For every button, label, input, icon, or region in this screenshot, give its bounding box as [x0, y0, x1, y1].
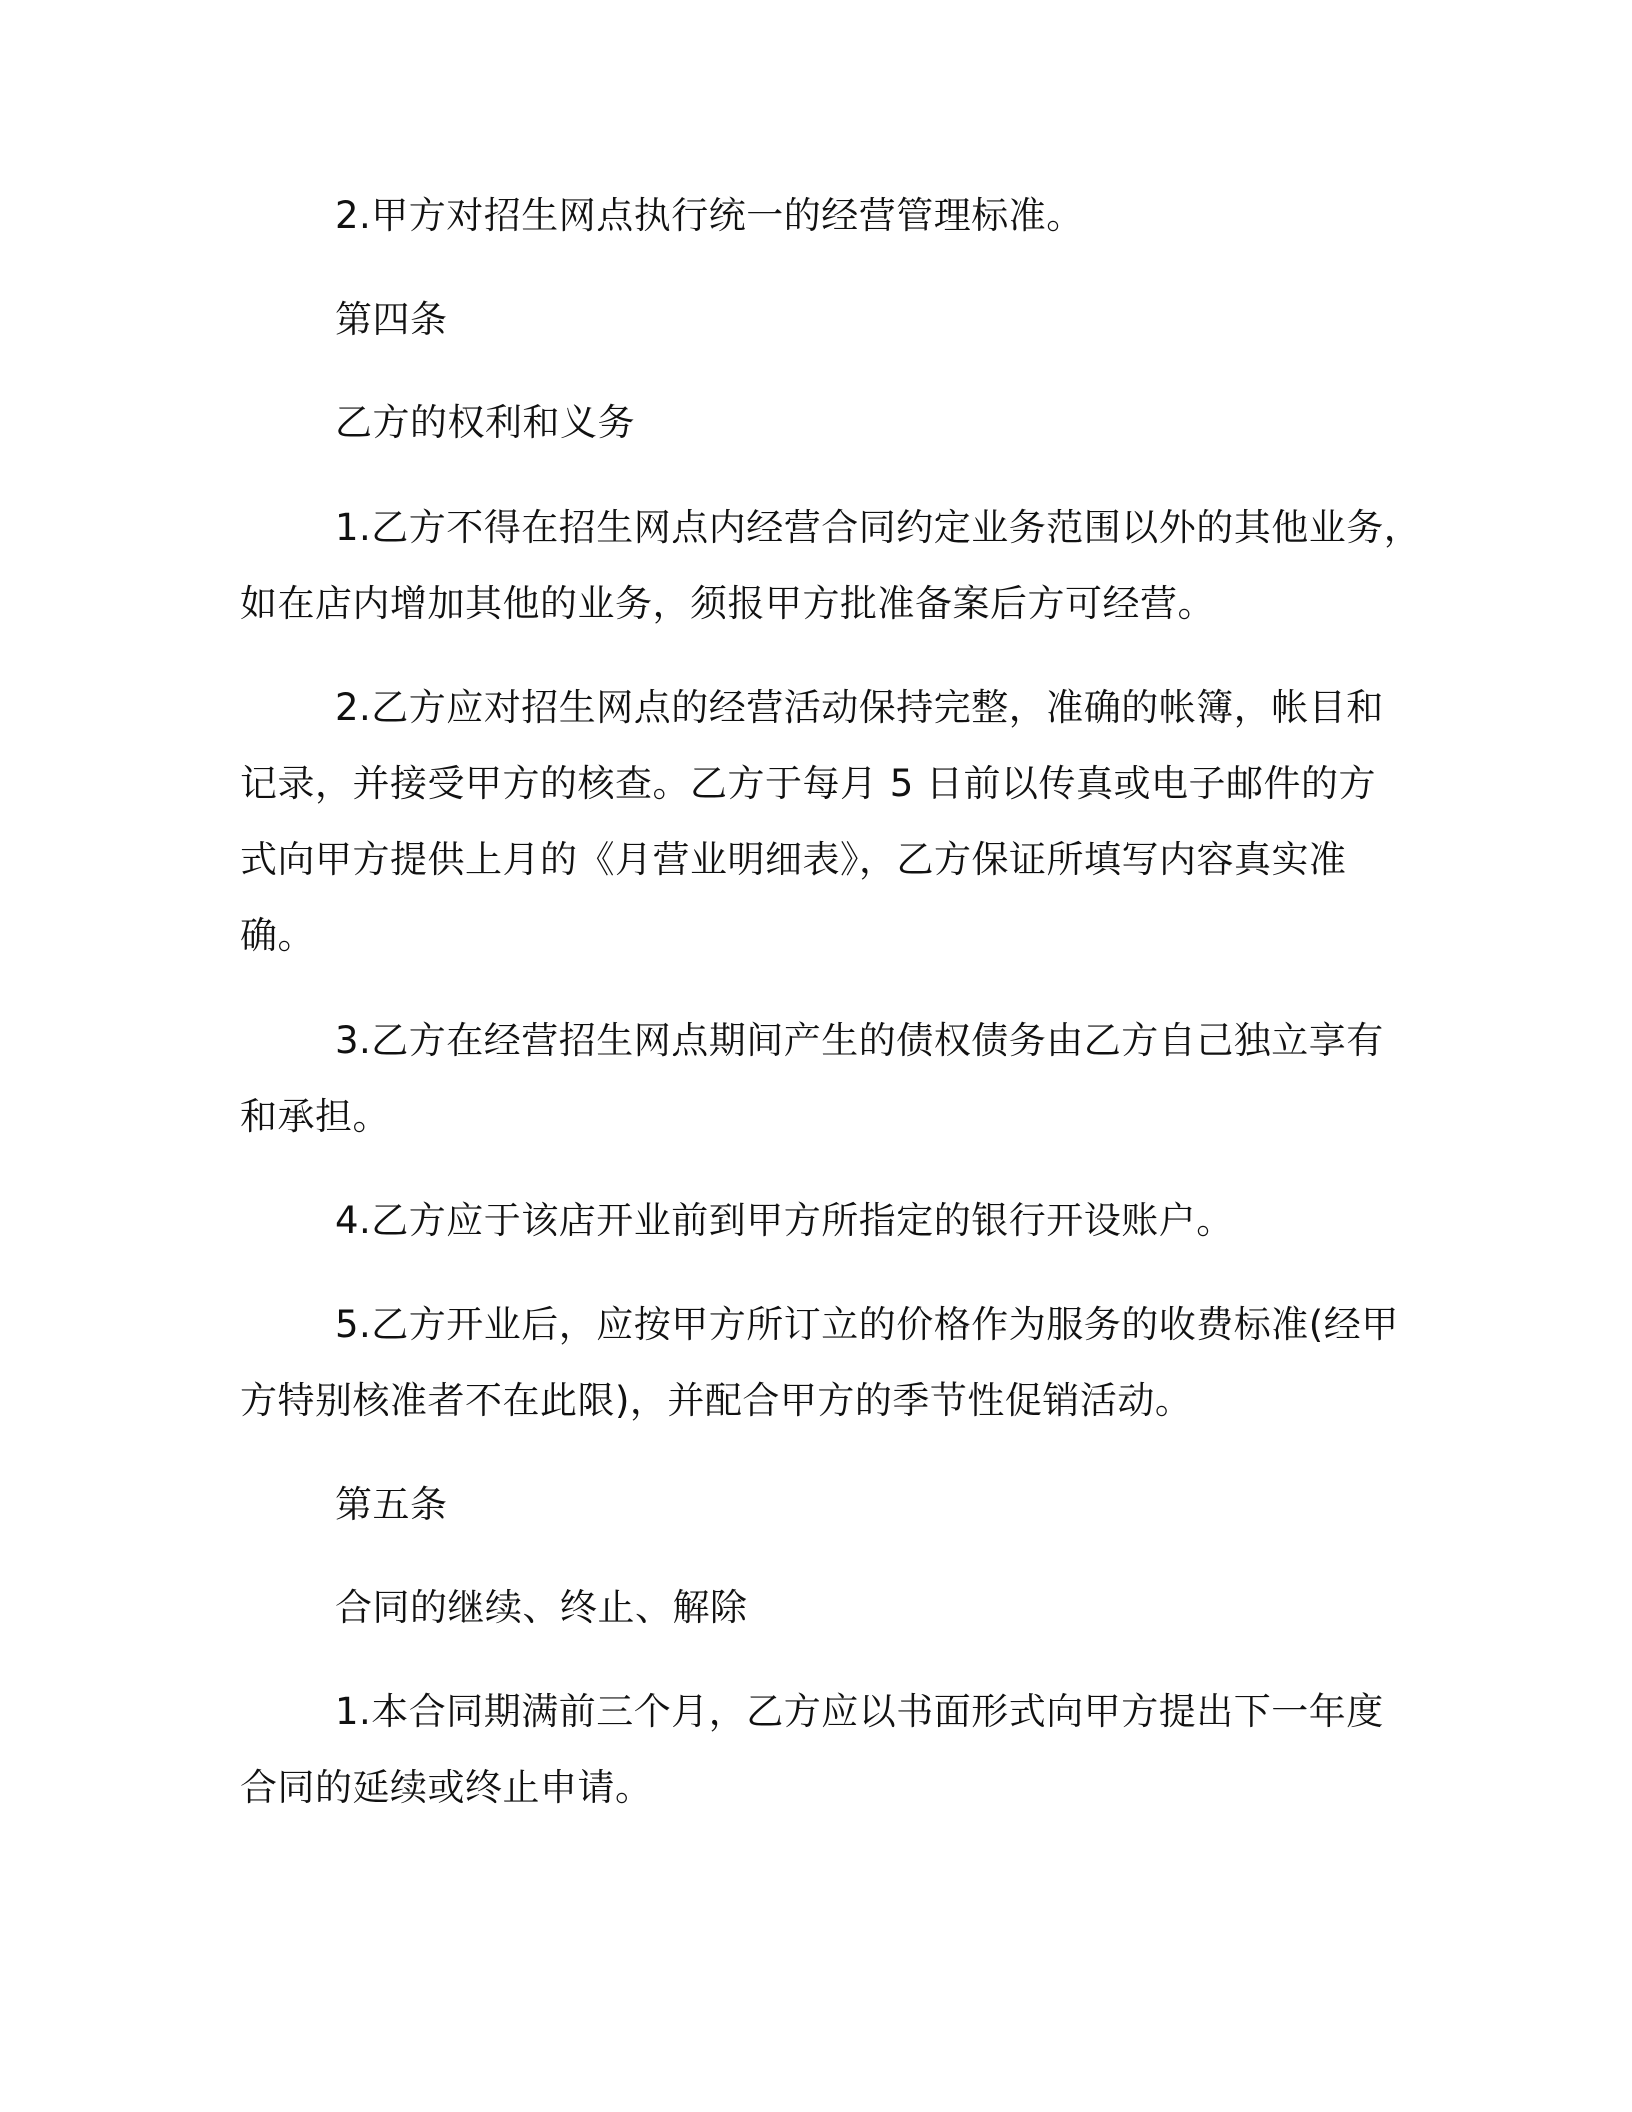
text-line: 1.本合同期满前三个月，乙方应以书面形式向甲方提出下一年度: [335, 1690, 1384, 1733]
text-line: 如在店内增加其他的业务，须报甲方批准备案后方可经营。: [240, 582, 1215, 625]
text-line: 确。: [240, 914, 315, 957]
termination-clause-1: [240, 1674, 1384, 1826]
text-line: 2.乙方应对招生网点的经营活动保持完整，准确的帐簿，帐目和: [335, 686, 1384, 729]
text-line: 方特别核准者不在此限)，并配合甲方的季节性促销活动。: [240, 1379, 1193, 1422]
text-line: 记录，并接受甲方的核查。乙方于每月 5 日前以传真或电子邮件的方: [240, 762, 1377, 805]
text-line: 式向甲方提供上月的《月营业明细表》，乙方保证所填写内容真实准: [240, 838, 1347, 881]
text-line: 合同的继续、终止、解除: [335, 1586, 748, 1629]
text-line: 合同的延续或终止申请。: [240, 1766, 653, 1809]
text-line: 3.乙方在经营招生网点期间产生的债权债务由乙方自己独立享有: [335, 1019, 1384, 1062]
text-line: 5.乙方开业后，应按甲方所订立的价格作为服务的收费标准(经甲: [335, 1303, 1399, 1346]
text-line: 和承担。: [240, 1095, 390, 1138]
contract-termination-heading: [240, 1570, 1370, 1646]
text-line: 乙方的权利和义务: [335, 401, 635, 444]
clause-4: [240, 1183, 1370, 1259]
clause-1: [240, 490, 1422, 642]
text-line: 第五条: [335, 1483, 448, 1526]
text-line: 4.乙方应于该店开业前到甲方所指定的银行开设账户。: [335, 1199, 1234, 1242]
text-line: 第四条: [335, 298, 448, 341]
clause-2: [240, 670, 1384, 974]
paragraph-standard: [240, 178, 1370, 254]
text-line: 1.乙方不得在招生网点内经营合同约定业务范围以外的其他业务，: [335, 506, 1422, 549]
article-four-heading: [240, 282, 1370, 358]
text-line: 2.甲方对招生网点执行统一的经营管理标准。: [335, 194, 1084, 237]
party-b-rights-heading: [240, 385, 1370, 461]
clause-3: [240, 1003, 1384, 1155]
clause-5: [240, 1287, 1399, 1439]
article-five-heading: [240, 1467, 1370, 1543]
